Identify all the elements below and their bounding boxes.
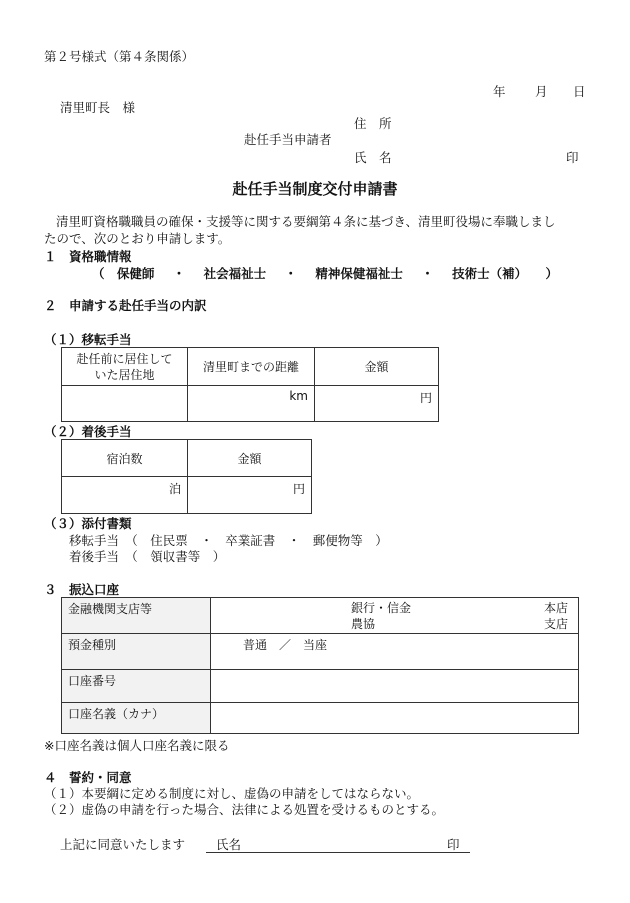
date-month-label: 月 [535,84,548,99]
bank-type-bank: 銀行・信金 [351,601,412,615]
paren-open: （ [92,266,105,281]
account-holder-label: 口座名義（カナ） [62,703,211,734]
unit-night: 泊 [168,482,181,496]
addressee: 清里町長 様 [60,100,136,115]
intro-text-line2: たので、次のとおり申請します。 [44,231,231,246]
col-amount: 金額 [315,348,439,386]
separator: ・ [421,266,434,281]
distance-field[interactable] [188,386,315,422]
bank-branch-label: 金融機関支店等 [62,598,211,634]
unit-yen: 円 [419,391,432,405]
section2-heading: ２ 申請する赴任手当の内訳 [44,298,207,313]
signature-line[interactable] [206,852,470,853]
date-year-label: 年 [493,84,506,99]
account-number-label: 口座番号 [62,670,211,703]
branch-type-head: 本店 [543,601,568,615]
applicant-role-label: 赴任手当申請者 [244,132,332,147]
section3-heading: ３ 振込口座 [44,582,120,597]
unit-yen: 円 [292,482,305,496]
separator: ・ [172,266,186,281]
section4-heading: ４ 誓約・同意 [44,770,132,785]
attachments-heading: （３）添付書類 [44,516,132,531]
account-number-field[interactable] [211,670,579,703]
date-day-label: 日 [573,84,586,99]
moving-allowance-heading: （１）移転手当 [44,332,132,347]
nights-field[interactable] [62,477,188,514]
col-distance: 清里町までの距離 [188,348,315,386]
agree-text: 上記に同意いたします [60,837,186,852]
section1-heading: １ 資格職情報 [44,249,132,264]
moving-amount-field[interactable] [315,386,439,422]
signature-name-label: 氏名 [216,837,242,852]
document-title: 赴任手当制度交付申請書 [232,180,398,198]
option-social-worker[interactable]: 社会福祉士 [203,266,267,281]
bank-type-agri: 農協 [351,617,376,631]
intro-text-line1: 清里町資格職職員の確保・支援等に関する要綱第４条に基づき、清里町役場に奉職しまし [56,214,556,229]
branch-type-branch: 支店 [543,617,568,631]
previous-residence-field[interactable] [62,386,188,422]
col-previous-residence-line2: いた居住地 [94,367,155,382]
separator: ・ [284,266,298,281]
moving-allowance-table [61,347,439,422]
account-holder-field[interactable] [211,703,579,734]
col-arrival-amount: 金額 [188,440,312,477]
deposit-type-options: 普通 ／ 当座 [243,638,328,652]
arrival-amount-field[interactable] [188,477,312,514]
deposit-type-field[interactable] [211,634,579,670]
col-previous-residence-line1: 赴任前に居住して [76,351,173,366]
deposit-type-label: 預金種別 [62,634,211,670]
form-number: 第２号様式（第４条関係） [44,49,195,64]
option-public-health-nurse[interactable]: 保健師 [116,266,155,281]
option-engineer[interactable]: 技術士（補） [452,266,528,281]
option-psychiatric-social-worker[interactable]: 精神保健福祉士 [315,266,403,281]
unit-km: km [289,389,308,403]
applicant-name-label: 氏 名 [354,150,392,165]
bank-branch-field[interactable] [211,598,579,634]
account-note: ※口座名義は個人口座名義に限る [44,738,230,753]
qualification-options [92,264,558,282]
paren-close: ） [545,266,559,281]
applicant-address-label: 住 所 [354,116,392,131]
pledge-item2: （２）虚偽の申請を行った場合、法律による処置を受けるものとする。 [44,802,445,817]
pledge-item1: （１）本要綱に定める制度に対し、虚偽の申請をしてはならない。 [44,786,420,801]
attachments-arrival: 着後手当 （ 領収書等 ） [69,549,226,564]
signature-seal-mark: 印 [447,837,460,852]
arrival-allowance-table [61,439,312,514]
bank-account-table [61,597,579,734]
arrival-allowance-heading: （２）着後手当 [44,424,132,439]
col-nights: 宿泊数 [62,440,188,477]
attachments-moving: 移転手当 （ 住民票 ・ 卒業証書 ・ 郵便物等 ） [69,533,388,548]
applicant-seal-mark: 印 [566,150,579,165]
col-previous-residence [62,348,188,386]
